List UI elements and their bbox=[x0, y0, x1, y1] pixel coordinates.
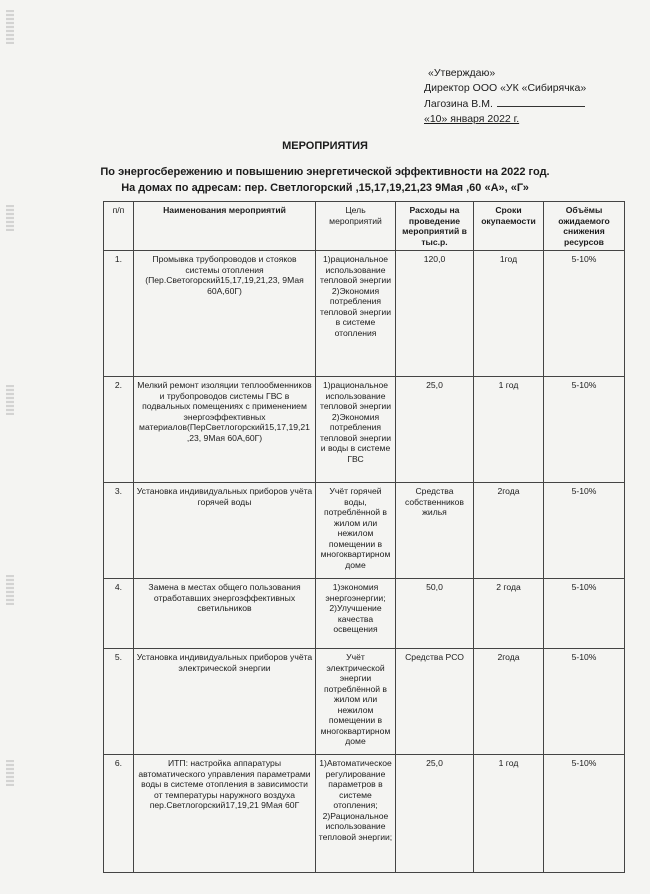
row-goal: Учёт электрической энергии потреблённой в жилом или нежилом помещении в многоквартирном доме bbox=[316, 649, 396, 755]
row-num: 1. bbox=[104, 251, 134, 377]
header-cost: Расходы на проведение мероприятий в тыс.р. bbox=[396, 202, 474, 251]
scan-edge-mark bbox=[6, 760, 14, 786]
table-row bbox=[104, 755, 625, 873]
scan-edge-mark bbox=[6, 10, 14, 44]
row-savings: 5-10% bbox=[544, 755, 625, 873]
row-num: 5. bbox=[104, 649, 134, 755]
row-payback: 1 год bbox=[474, 755, 544, 873]
approval-date: «10» января 2022 г. bbox=[424, 113, 520, 125]
row-num: 4. bbox=[104, 579, 134, 649]
document-title: МЕРОПРИЯТИЯ bbox=[282, 140, 368, 152]
table-row bbox=[104, 251, 625, 377]
approval-name: Лагозина В.М. bbox=[424, 98, 493, 110]
table-row bbox=[104, 579, 625, 649]
table-row bbox=[104, 649, 625, 755]
header-num: п/п bbox=[104, 202, 134, 251]
approval-position: Директор ООО «УК «Сибирячка» bbox=[424, 82, 587, 94]
row-payback: 2года bbox=[474, 649, 544, 755]
row-cost: 120,0 bbox=[396, 251, 474, 377]
scan-edge-mark bbox=[6, 575, 14, 605]
row-payback: 2года bbox=[474, 483, 544, 579]
row-payback: 1 год bbox=[474, 377, 544, 483]
row-cost: Средства собственников жилья bbox=[396, 483, 474, 579]
row-cost: 25,0 bbox=[396, 377, 474, 483]
table-row bbox=[104, 483, 625, 579]
row-num: 6. bbox=[104, 755, 134, 873]
row-goal: 1)Автоматическое регулирование параметров в системе отопления; 2)Рациональное использование тепловой энергии; bbox=[316, 755, 396, 873]
row-goal: Учёт горячей воды, потреблённой в жилом или нежилом помещении в многоквартирном доме bbox=[316, 483, 396, 579]
row-name: Замена в местах общего пользования отработавших энергоэффективных светильников bbox=[134, 579, 316, 649]
row-savings: 5-10% bbox=[544, 377, 625, 483]
row-num: 2. bbox=[104, 377, 134, 483]
row-payback: 1год bbox=[474, 251, 544, 377]
header-name: Наименования мероприятий bbox=[134, 202, 316, 251]
approval-block bbox=[424, 66, 624, 127]
header-payback: Сроки окупаемости bbox=[474, 202, 544, 251]
table-header-row bbox=[104, 202, 625, 251]
approval-signatory bbox=[424, 96, 624, 112]
row-goal: 1)экономия энергоэнергии; 2)Улучшение качества освещения bbox=[316, 579, 396, 649]
document-subtitle bbox=[0, 164, 650, 196]
row-savings: 5-10% bbox=[544, 483, 625, 579]
row-cost: 50,0 bbox=[396, 579, 474, 649]
header-savings: Объёмы ожидаемого снижения ресурсов bbox=[544, 202, 625, 251]
subtitle-line-2: На домах по адресам: пер. Светлогорский ,15,17,19,21,23 9Мая ,60 «А», «Г» bbox=[121, 182, 529, 194]
header-goal: Цель мероприятий bbox=[316, 202, 396, 251]
row-goal: 1)рациональное использование тепловой энергии 2)Экономия потребления тепловой энергии в системе отопления bbox=[316, 251, 396, 377]
approval-heading: «Утверждаю» bbox=[428, 67, 496, 79]
row-name: Установка индивидуальных приборов учёта электрической энергии bbox=[134, 649, 316, 755]
row-name: Мелкий ремонт изоляции теплообменников и трубопроводов системы ГВС в подвальных помещениях с применением энергоэффективных материалов(ПерСветлогорский15,17,19,21 ,23, 9Мая 60А,60Г) bbox=[134, 377, 316, 483]
row-name: ИТП: настройка аппаратуры автоматического управления параметрами воды в системе отопления в зависимости от температуры наружного воздуха пер.Светлогорский17,19,21 9Мая 60Г bbox=[134, 755, 316, 873]
scan-edge-mark bbox=[6, 385, 14, 415]
row-savings: 5-10% bbox=[544, 649, 625, 755]
row-name: Промывка трубопроводов и стояков системы отопления (Пер.Светогорский15,17,19,21,23, 9Мая 60А,60Г) bbox=[134, 251, 316, 377]
row-name: Установка индивидуальных приборов учёта горячей воды bbox=[134, 483, 316, 579]
row-savings: 5-10% bbox=[544, 579, 625, 649]
row-goal: 1)рациональное использование тепловой энергии 2)Экономия потребления тепловой энергии и воды в системе ГВС bbox=[316, 377, 396, 483]
measures-table bbox=[103, 201, 625, 873]
table-row bbox=[104, 377, 625, 483]
row-payback: 2 года bbox=[474, 579, 544, 649]
row-savings: 5-10% bbox=[544, 251, 625, 377]
scan-edge-mark bbox=[6, 205, 14, 231]
subtitle-line-1: По энергосбережению и повышению энергетической эффективности на 2022 год. bbox=[100, 166, 550, 178]
row-cost: Средства РСО bbox=[396, 649, 474, 755]
row-cost: 25,0 bbox=[396, 755, 474, 873]
row-num: 3. bbox=[104, 483, 134, 579]
signature-line bbox=[497, 96, 585, 107]
